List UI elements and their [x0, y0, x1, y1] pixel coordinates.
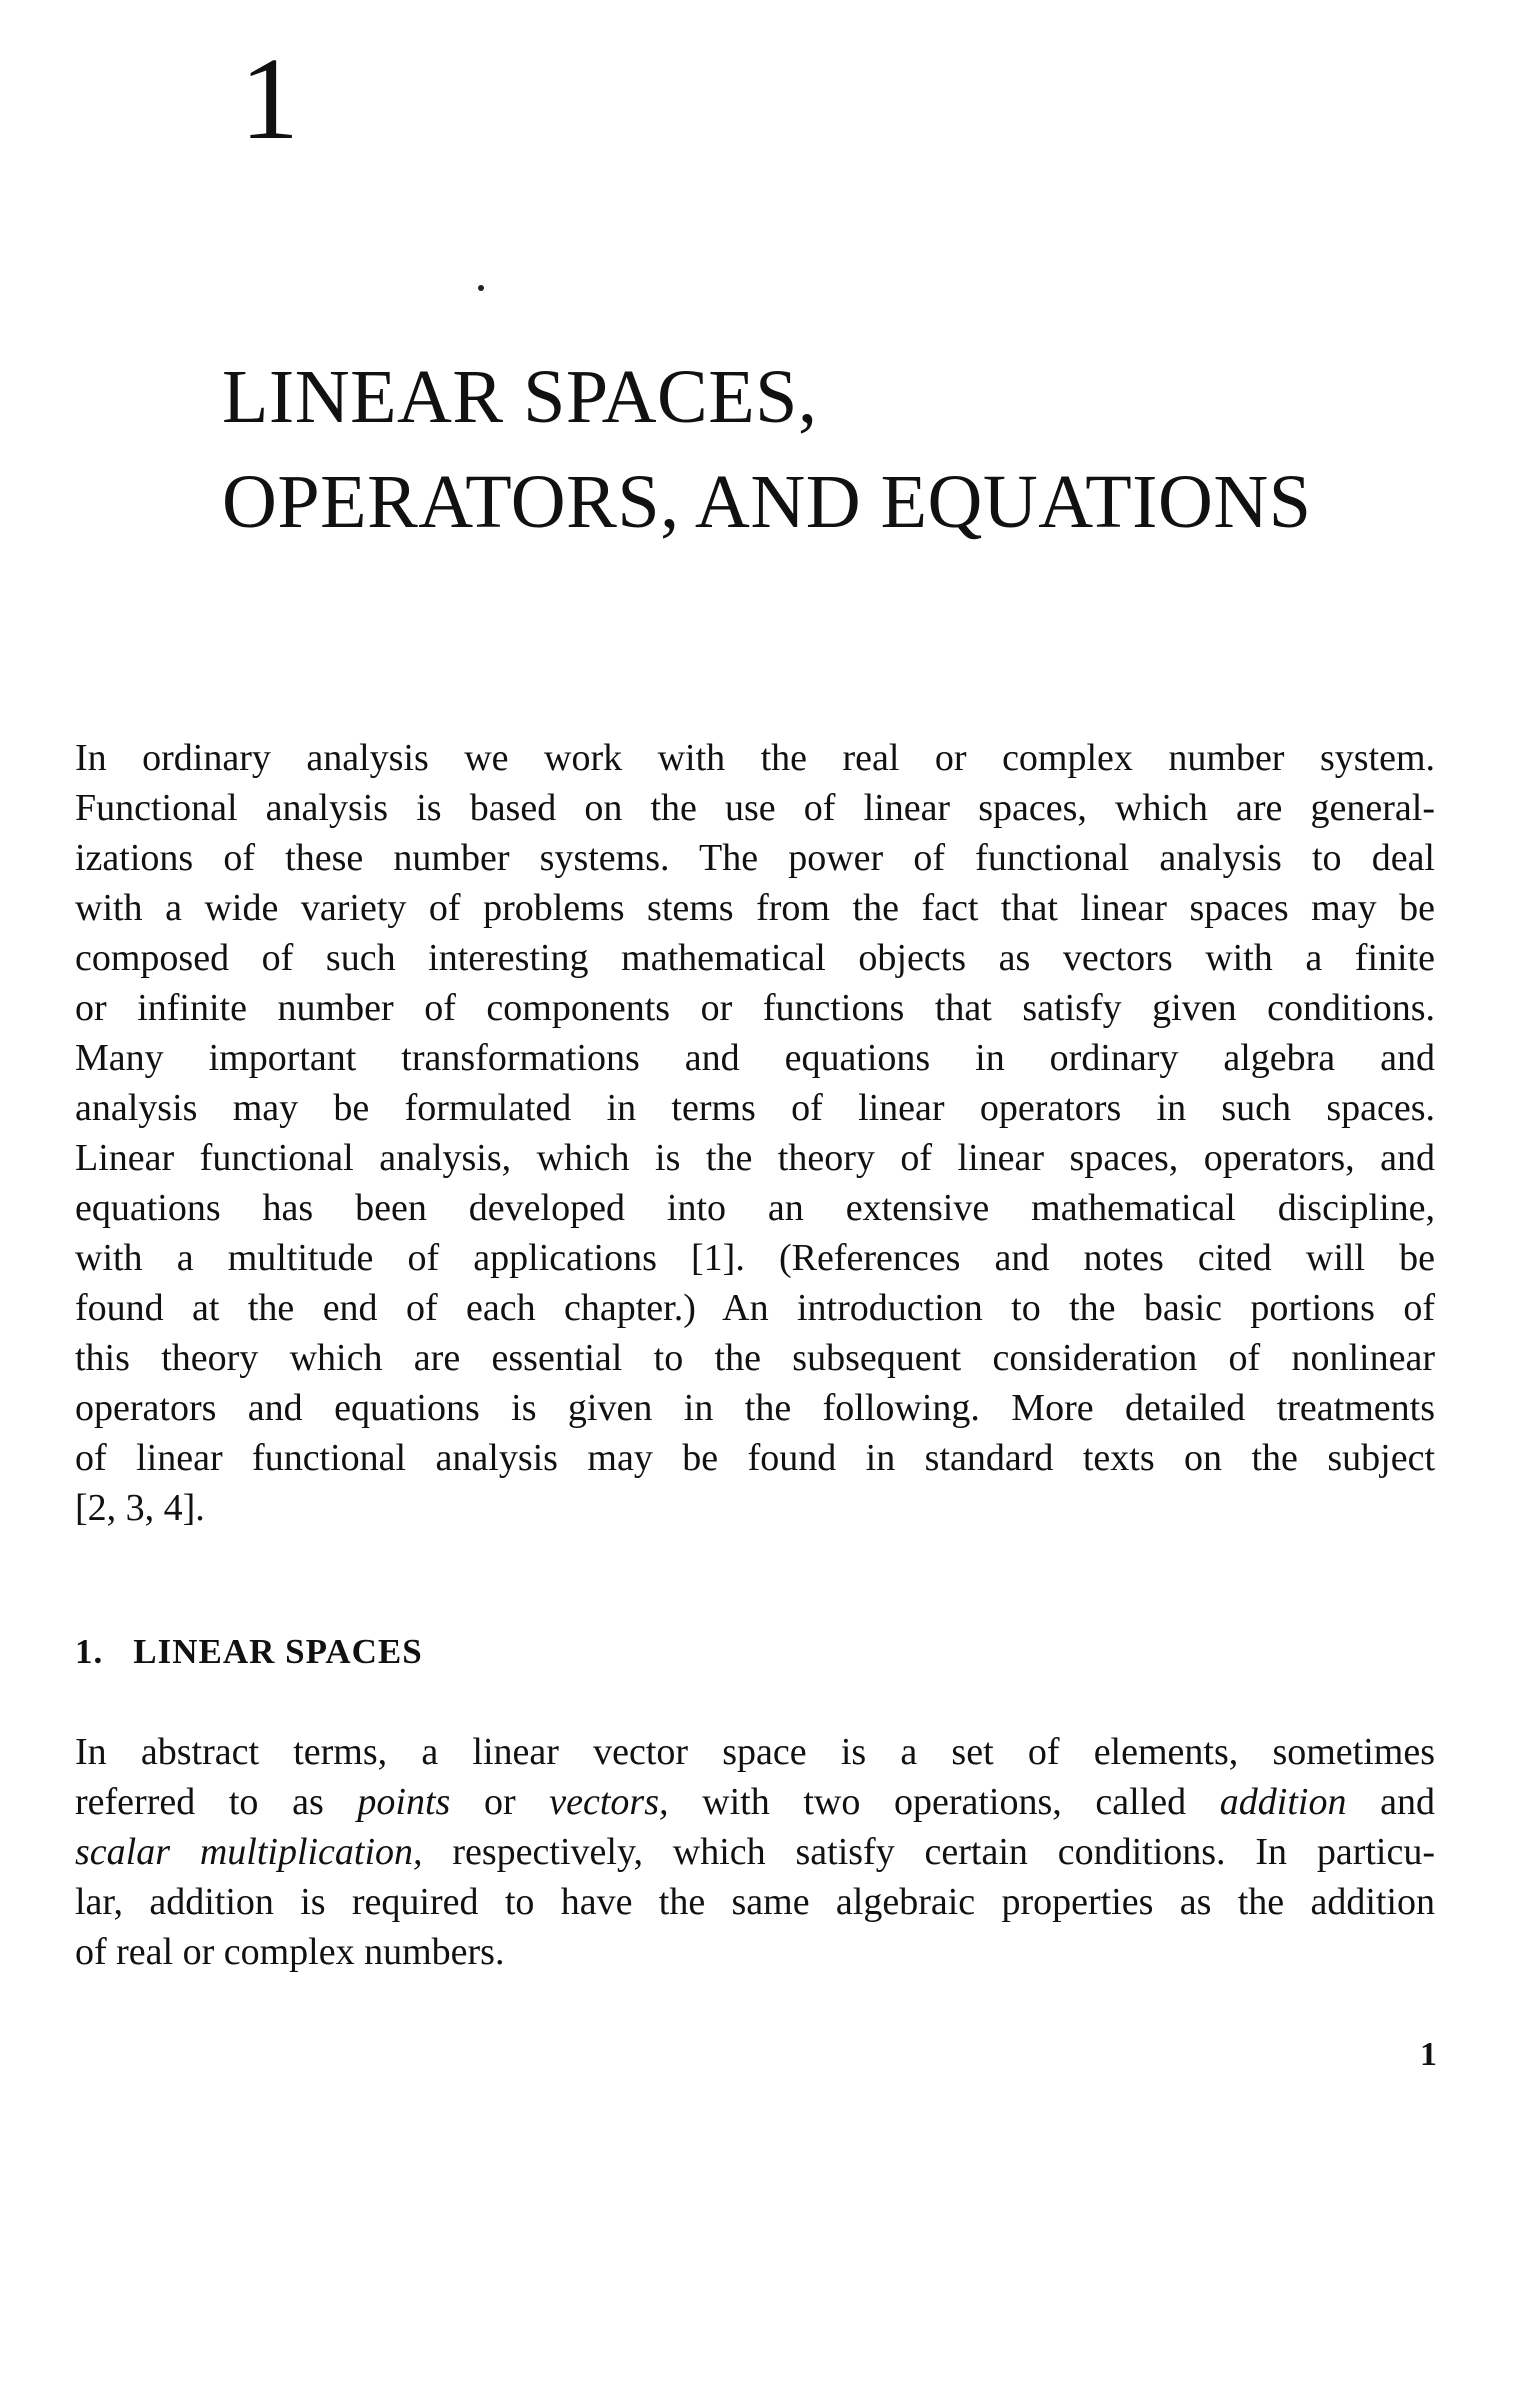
term-vectors: vectors, — [549, 1781, 669, 1823]
intro-line: [2, 3, 4]. — [75, 1487, 205, 1529]
intro-line: found at the end of each chapter.) An introduction to the basic portions of — [75, 1287, 1435, 1329]
text-fragment: and — [1346, 1781, 1435, 1823]
intro-line: composed of such interesting mathematical objects as vectors with a finite — [75, 937, 1435, 979]
section-number: 1. — [75, 1632, 104, 1671]
intro-line: of linear functional analysis may be found in standard texts on the subject — [75, 1437, 1435, 1479]
intro-paragraph — [75, 733, 1435, 1533]
intro-line: analysis may be formulated in terms of linear operators in such spaces. — [75, 1087, 1435, 1129]
term-addition: addition — [1219, 1781, 1347, 1823]
section-line: lar, addition is required to have the same algebraic properties as the addition — [75, 1881, 1435, 1923]
chapter-title-line-1: LINEAR SPACES, — [222, 355, 818, 439]
intro-line: or infinite number of components or functions that satisfy given conditions. — [75, 987, 1435, 1029]
intro-line: izations of these number systems. The power of functional analysis to deal — [75, 837, 1435, 879]
text-fragment: or — [450, 1781, 550, 1823]
term-scalar-multiplication: scalar multiplication, — [75, 1831, 423, 1873]
stray-dot — [478, 285, 484, 291]
chapter-number: 1 — [240, 33, 299, 164]
intro-line: Many important transformations and equations in ordinary algebra and — [75, 1037, 1435, 1079]
chapter-title — [222, 345, 1312, 555]
term-points: points — [357, 1781, 451, 1823]
intro-line: Linear functional analysis, which is the theory of linear spaces, operators, and — [75, 1137, 1435, 1179]
text-fragment: with two operations, called — [668, 1781, 1220, 1823]
intro-line: this theory which are essential to the subsequent consideration of nonlinear — [75, 1337, 1435, 1379]
intro-line: with a wide variety of problems stems from the fact that linear spaces may be — [75, 887, 1435, 929]
chapter-title-line-2: OPERATORS, AND EQUATIONS — [222, 460, 1312, 544]
page-number: 1 — [1420, 2036, 1437, 2073]
section-line: of real or complex numbers. — [75, 1931, 505, 1973]
section-line: In abstract terms, a linear vector space is a set of elements, sometimes — [75, 1731, 1435, 1773]
intro-line: In ordinary analysis we work with the real or complex number system. — [75, 737, 1435, 779]
section-paragraph — [75, 1727, 1435, 1977]
intro-line: with a multitude of applications [1]. (References and notes cited will be — [75, 1237, 1435, 1279]
section-title: LINEAR SPACES — [133, 1632, 423, 1671]
section-line — [75, 1827, 1435, 1877]
section-line — [75, 1777, 1435, 1827]
section-heading — [75, 1627, 423, 1677]
intro-line: equations has been developed into an extensive mathematical discipline, — [75, 1187, 1435, 1229]
text-fragment: referred to as — [75, 1781, 358, 1823]
intro-line: operators and equations is given in the following. More detailed treatments — [75, 1387, 1435, 1429]
intro-line: Functional analysis is based on the use of linear spaces, which are general- — [75, 787, 1435, 829]
text-fragment: respectively, which satisfy certain conditions. In particu- — [422, 1831, 1435, 1873]
